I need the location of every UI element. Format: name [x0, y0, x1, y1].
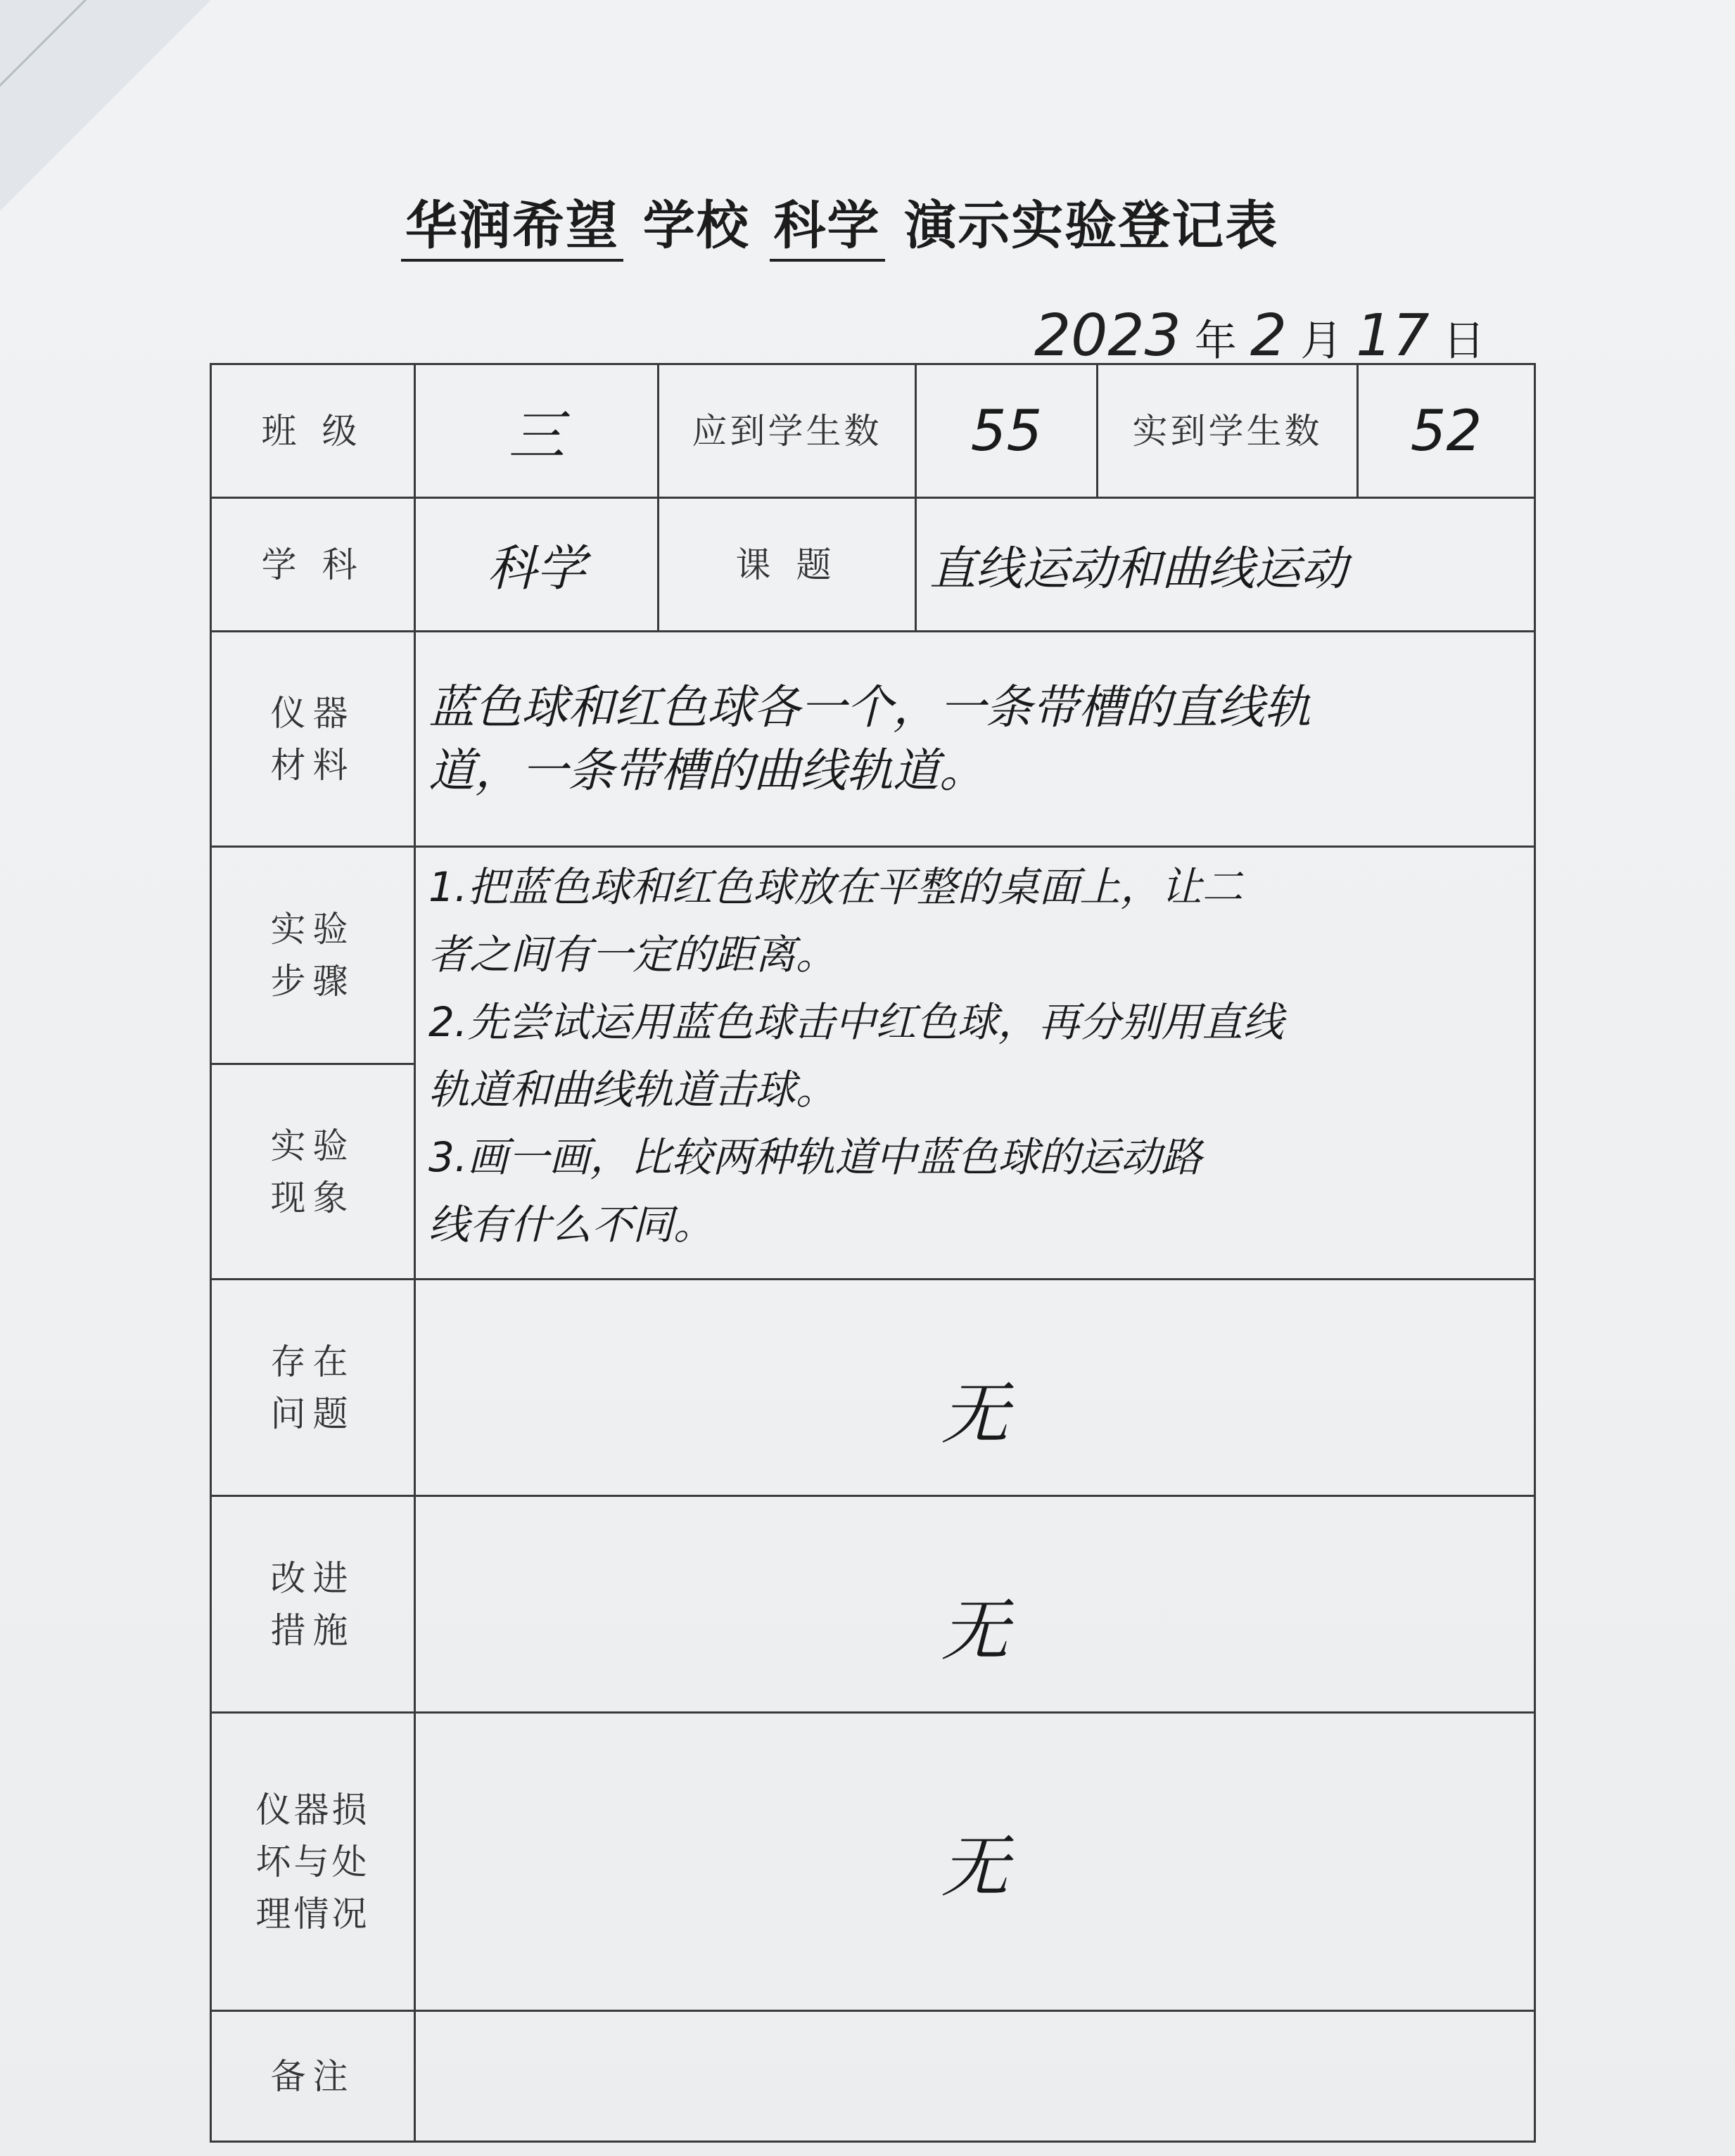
value-steps	[415, 847, 1535, 1280]
label-improvement-line2: 措施	[270, 1609, 355, 1651]
steps-line-6: 线有什么不同。	[428, 1201, 715, 1249]
label-problems-line2: 问题	[270, 1393, 355, 1434]
date-month-label: 月	[1300, 317, 1343, 366]
label-damage-line3: 理情况	[255, 1893, 370, 1934]
row-class	[211, 364, 1535, 498]
value-subject: 科学	[415, 498, 659, 632]
row-remarks	[211, 2011, 1535, 2142]
date-day: 17	[1356, 302, 1430, 369]
title-school-suffix: 学校	[642, 196, 750, 256]
folded-corner	[0, 0, 211, 211]
label-actual: 实到学生数	[1098, 364, 1358, 498]
date-year: 2023	[1034, 302, 1181, 369]
value-problems: 无	[415, 1280, 1535, 1496]
steps-line-5: 3.画一画，比较两种轨道中蓝色球的运动路	[428, 1133, 1202, 1181]
equipment-line-2: 道，一条带槽的曲线轨道。	[428, 743, 986, 798]
label-subject: 学 科	[211, 498, 415, 632]
value-equipment	[415, 632, 1535, 847]
steps-line-1: 1.把蓝色球和红色球放在平整的桌面上，让二	[428, 863, 1243, 911]
label-improvement	[211, 1496, 415, 1713]
value-class: 三	[415, 364, 659, 498]
label-improvement-line1: 改进	[270, 1557, 355, 1599]
label-remarks: 备注	[211, 2011, 415, 2142]
steps-line-3: 2.先尝试运用蓝色球击中红色球，再分别用直线	[428, 998, 1284, 1046]
label-phenomenon-line1: 实验	[270, 1125, 355, 1166]
label-problems	[211, 1280, 415, 1496]
title-school-blank: 华润希望	[401, 184, 623, 262]
form-date	[1034, 302, 1485, 369]
value-expected: 55	[916, 364, 1098, 498]
form-title	[401, 184, 1278, 255]
equipment-line-1: 蓝色球和红色球各一个，一条带槽的直线轨	[428, 680, 1311, 734]
label-equipment	[211, 632, 415, 847]
row-problems	[211, 1280, 1535, 1496]
value-remarks	[415, 2011, 1535, 2142]
registration-table	[210, 363, 1536, 2143]
title-form-name: 演示实验登记表	[904, 196, 1279, 256]
date-month: 2	[1250, 302, 1288, 369]
value-actual: 52	[1358, 364, 1535, 498]
row-subject	[211, 498, 1535, 632]
value-topic: 直线运动和曲线运动	[916, 498, 1535, 632]
value-damage: 无	[415, 1713, 1535, 2011]
label-equipment-line1: 仪器	[270, 692, 355, 734]
label-steps	[212, 848, 414, 1065]
label-equipment-line2: 材料	[270, 744, 355, 786]
date-year-label: 年	[1194, 317, 1237, 366]
label-steps-line2: 步骤	[270, 961, 355, 1002]
label-damage-line2: 坏与处	[255, 1841, 370, 1882]
label-damage	[211, 1713, 415, 2011]
label-damage-line1: 仪器损	[255, 1789, 370, 1830]
steps-line-2: 者之间有一定的距离。	[428, 931, 837, 978]
value-improvement: 无	[415, 1496, 1535, 1713]
label-steps-phenomenon	[211, 847, 415, 1280]
row-equipment	[211, 632, 1535, 847]
label-problems-line1: 存在	[270, 1341, 355, 1382]
row-damage	[211, 1713, 1535, 2011]
row-steps-phenomenon	[211, 847, 1535, 1280]
label-steps-line1: 实验	[270, 909, 355, 950]
date-day-label: 日	[1442, 317, 1485, 366]
row-improvement	[211, 1496, 1535, 1713]
title-subject-blank: 科学	[770, 184, 885, 262]
label-class: 班 级	[211, 364, 415, 498]
label-phenomenon	[212, 1065, 414, 1278]
label-topic: 课 题	[659, 498, 916, 632]
steps-line-4: 轨道和曲线轨道击球。	[428, 1066, 837, 1114]
label-expected: 应到学生数	[659, 364, 916, 498]
label-phenomenon-line2: 现象	[270, 1177, 355, 1218]
